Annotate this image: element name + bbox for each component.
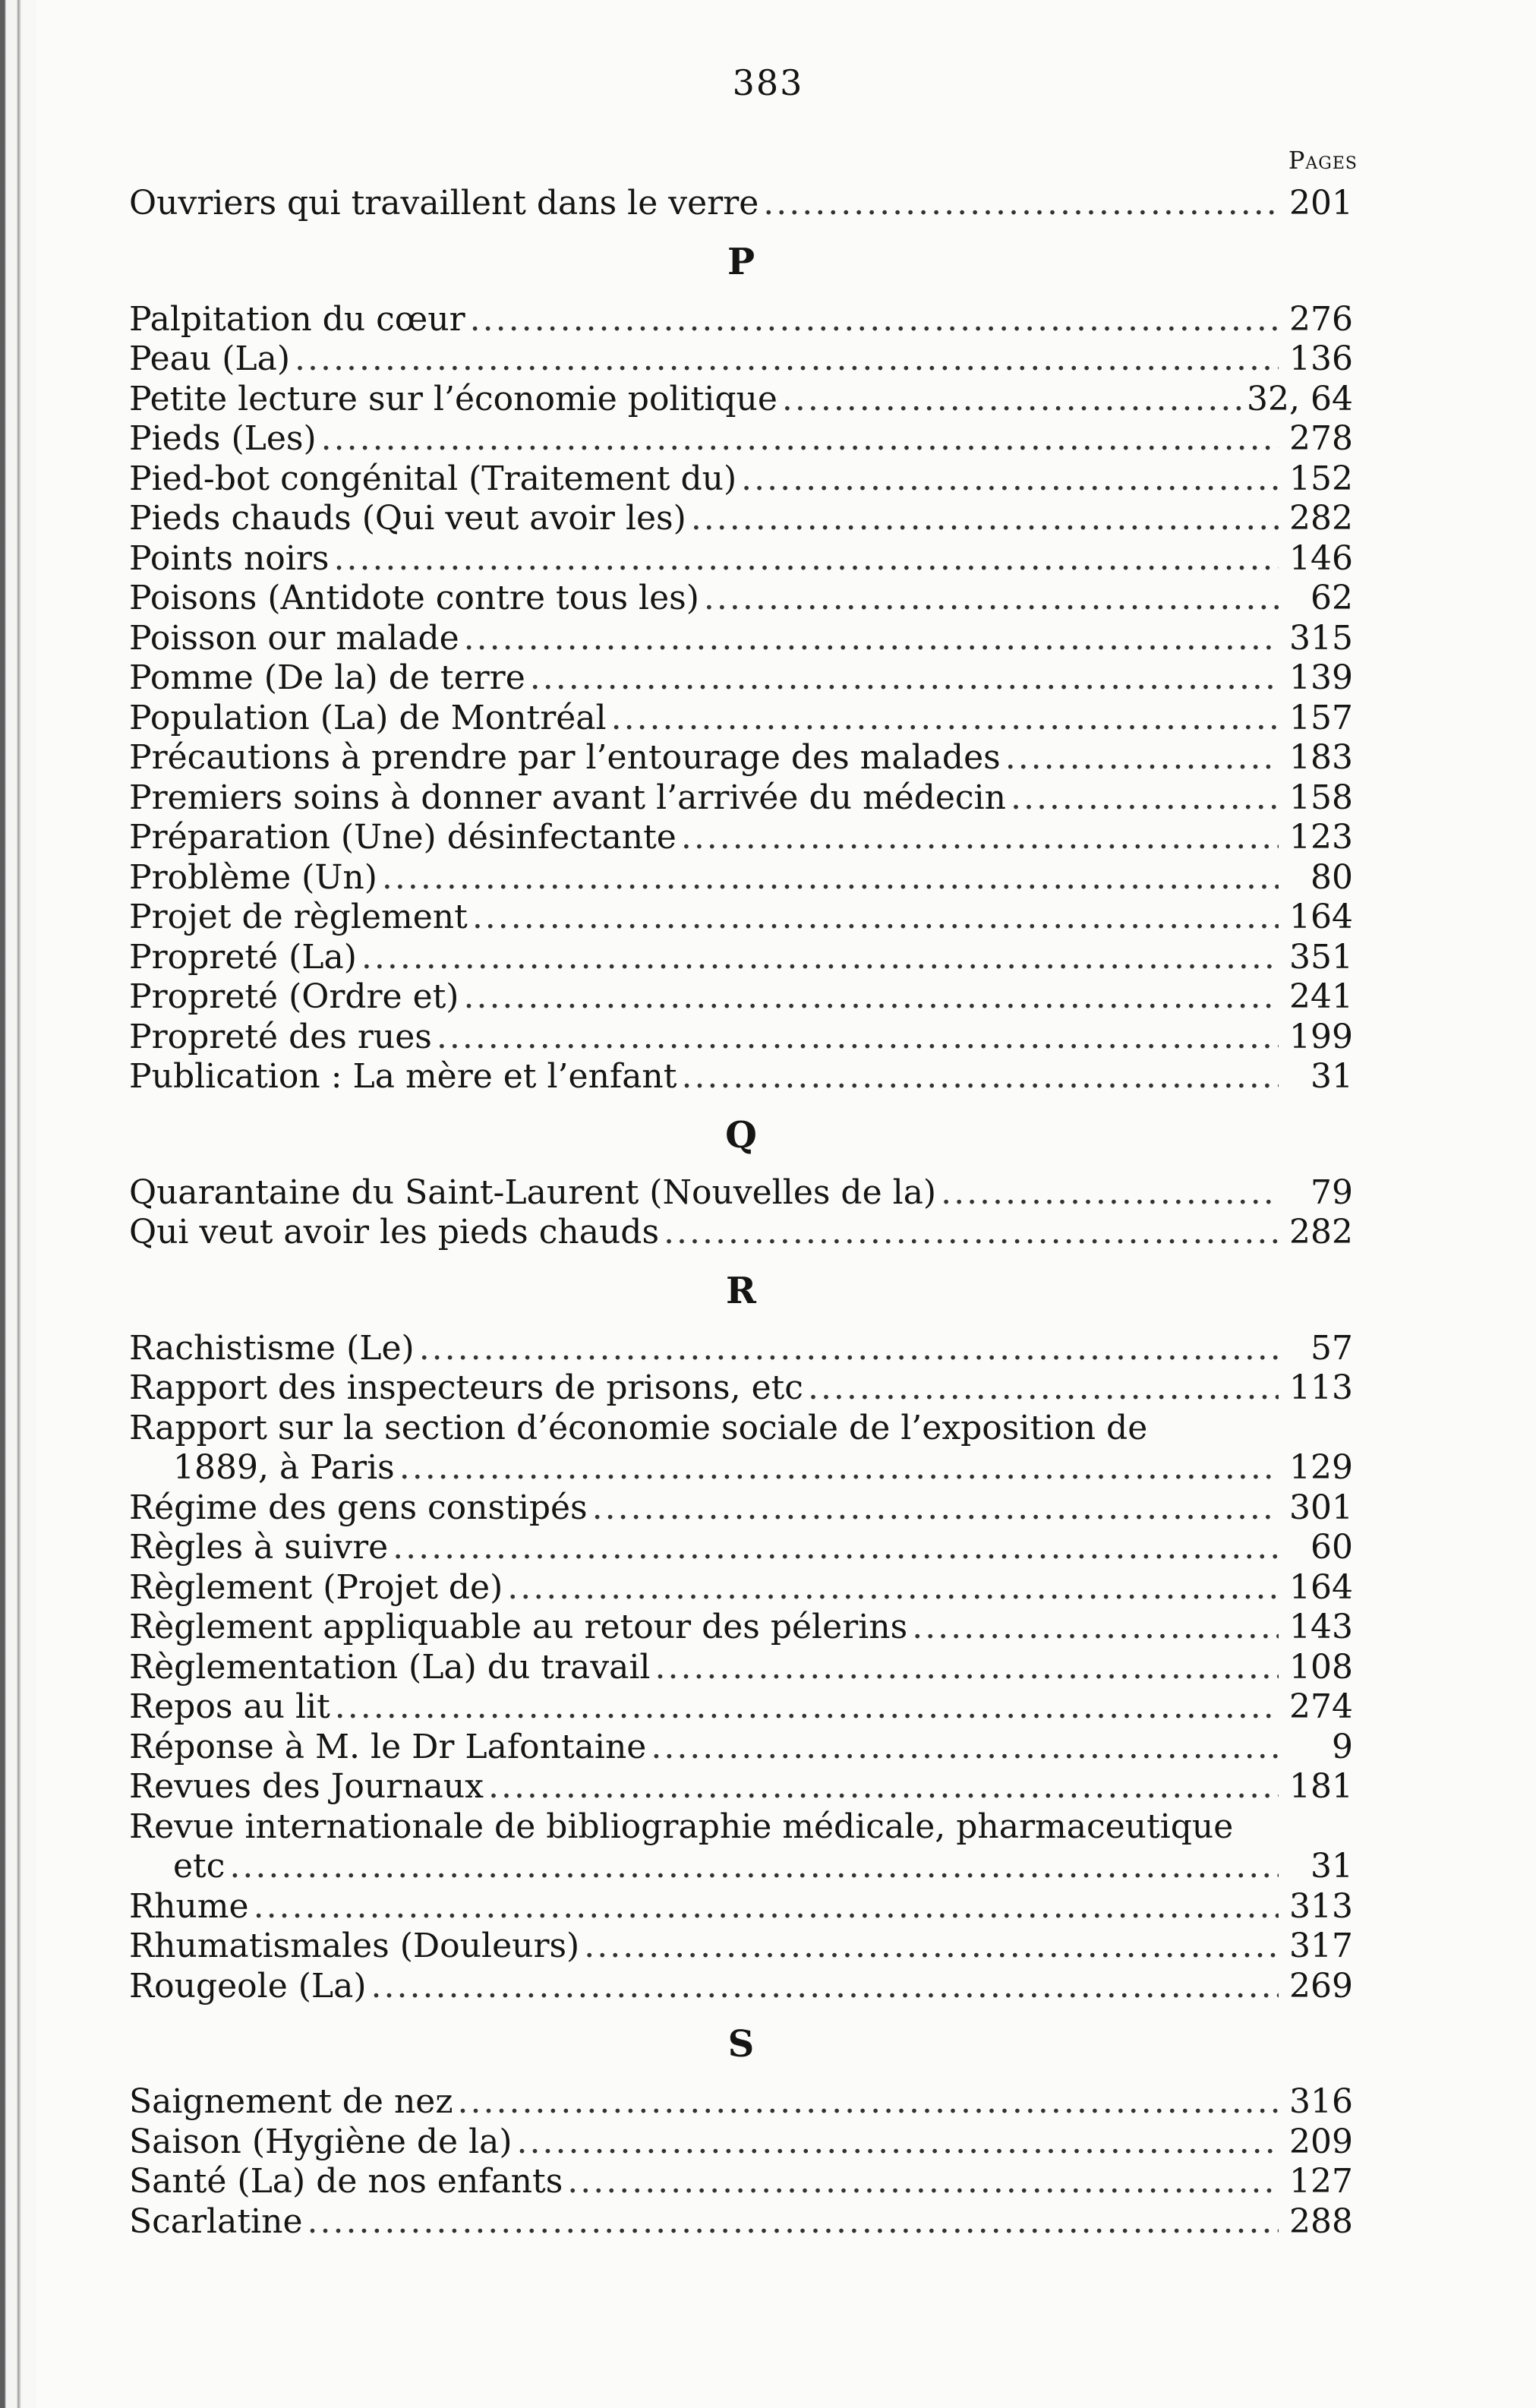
entry-page-number: 282	[1289, 1213, 1353, 1251]
dot-leader	[567, 2162, 1279, 2202]
index-entry	[129, 977, 1353, 1018]
entry-title: Poisons (Antidote contre tous les)	[129, 579, 699, 617]
index-entry	[129, 1528, 1353, 1568]
dot-leader	[651, 1728, 1279, 1768]
dot-leader	[704, 579, 1279, 619]
dot-leader	[691, 499, 1279, 539]
entry-title: Rapport sur la section d’économie sociale de l’exposition de	[129, 1408, 1148, 1447]
index-list	[129, 184, 1353, 2242]
entry-title: Quarantaine du Saint-Laurent (Nouvelles de la)	[129, 1172, 937, 1212]
entry-title: Pomme (De la) de terre	[129, 658, 525, 697]
index-entry	[129, 1568, 1353, 1608]
entry-title: Propreté (La)	[129, 937, 357, 977]
dot-leader	[371, 1967, 1279, 2007]
dot-leader	[419, 1329, 1279, 1369]
pages-column-label: Pages	[1288, 146, 1358, 175]
entry-title-continuation: etc	[173, 1847, 226, 1886]
dot-leader	[681, 818, 1279, 858]
index-entry	[129, 300, 1353, 340]
index-entry	[129, 1488, 1353, 1529]
index-entry	[129, 1608, 1353, 1648]
entry-page-number: 288	[1289, 2201, 1353, 2241]
dot-leader	[611, 699, 1279, 739]
index-entry	[129, 1967, 1353, 2007]
dot-leader	[463, 977, 1279, 1018]
dot-leader	[507, 1568, 1279, 1608]
entry-page-number: 317	[1289, 1927, 1353, 1965]
index-entry	[129, 1329, 1353, 1369]
entry-title: Pieds (Les)	[129, 419, 317, 458]
entry-title: Revues des Journaux	[129, 1767, 484, 1806]
index-entry	[129, 1213, 1353, 1253]
index-entry	[129, 459, 1353, 500]
index-entry	[129, 619, 1353, 659]
entry-page-number: 276	[1289, 299, 1353, 339]
entry-page-number: 241	[1289, 977, 1353, 1016]
index-entry	[129, 2202, 1353, 2242]
entry-page-number: 164	[1289, 1567, 1353, 1607]
index-entry	[129, 1927, 1353, 1967]
entry-page-number: 9	[1332, 1727, 1353, 1766]
index-entry	[129, 1887, 1353, 1927]
dot-leader	[763, 184, 1279, 224]
entry-title: Projet de règlement	[129, 898, 468, 936]
entry-page-number: 315	[1289, 618, 1353, 658]
dot-leader	[229, 1847, 1279, 1887]
entry-title: Rhumatismales (Douleurs)	[129, 1927, 580, 1965]
entry-page-number: 181	[1289, 1767, 1353, 1806]
entry-page-number: 164	[1289, 898, 1353, 936]
entry-page-number: 201	[1289, 184, 1353, 222]
dot-leader	[681, 1057, 1279, 1097]
entry-title: Rapport des inspecteurs de prisons, etc	[129, 1368, 803, 1407]
index-entry	[129, 858, 1353, 898]
entry-title: Propreté des rues	[129, 1017, 432, 1056]
entry-title: Règlement (Projet de)	[129, 1567, 503, 1607]
entry-page-number: 127	[1289, 2162, 1353, 2201]
section-letter: R	[726, 1269, 756, 1312]
dot-leader	[437, 1018, 1279, 1058]
dot-leader	[393, 1528, 1279, 1568]
entry-title: Saison (Hygiène de la)	[129, 2122, 513, 2161]
entry-page-number: 136	[1289, 339, 1353, 378]
entry-title: Pieds chauds (Qui veut avoir les)	[129, 499, 686, 538]
entry-page-number: 62	[1310, 579, 1353, 617]
entry-title: Points noirs	[129, 538, 330, 578]
index-entry	[129, 1767, 1353, 1807]
index-entry	[129, 1807, 1353, 1887]
dot-leader	[592, 1488, 1279, 1529]
index-entry	[129, 1687, 1353, 1728]
entry-title: Règles à suivre	[129, 1528, 389, 1567]
index-entry	[129, 658, 1353, 699]
index-entry	[129, 499, 1353, 539]
entry-page-number: 123	[1289, 818, 1353, 857]
entry-title: Rougeole (La)	[129, 1966, 367, 2006]
entry-title: Palpitation du cœur	[129, 299, 465, 339]
section-letter: P	[727, 240, 755, 283]
dot-leader	[382, 858, 1279, 898]
index-entry	[129, 1648, 1353, 1688]
dot-leader	[399, 1448, 1279, 1488]
entry-title: Précautions à prendre par l’entourage des malades	[129, 738, 1001, 777]
entry-page-number: 139	[1289, 658, 1353, 697]
section-letter: Q	[725, 1113, 757, 1157]
entry-page-number: 32, 64	[1247, 379, 1353, 418]
index-entry	[129, 1409, 1353, 1488]
entry-page-number: 183	[1289, 738, 1353, 777]
entry-title: Règlementation (La) du travail	[129, 1647, 651, 1687]
entry-page-number: 278	[1289, 419, 1353, 458]
entry-page-number: 129	[1289, 1448, 1353, 1487]
entry-page-number: 274	[1289, 1687, 1353, 1726]
entry-title: Peau (La)	[129, 339, 291, 378]
index-entry	[129, 898, 1353, 938]
entry-title: Problème (Un)	[129, 857, 377, 897]
entry-title: Réponse à M. le Dr Lafontaine	[129, 1727, 647, 1766]
entry-title: Revue internationale de bibliographie médicale, pharmaceutique	[129, 1807, 1234, 1846]
entry-page-number: 209	[1289, 2122, 1353, 2161]
dot-leader	[1011, 778, 1279, 819]
entry-page-number: 316	[1289, 2082, 1353, 2121]
entry-title: Rachistisme (Le)	[129, 1328, 415, 1368]
page-number: 383	[732, 62, 804, 103]
index-entry	[129, 1368, 1353, 1409]
index-entry	[129, 699, 1353, 739]
index-entry	[129, 738, 1353, 778]
dot-leader	[470, 300, 1279, 340]
dot-leader	[654, 1648, 1279, 1688]
index-entry	[129, 419, 1353, 459]
dot-leader	[1005, 738, 1279, 778]
section-letter: S	[727, 2023, 755, 2066]
dot-leader	[808, 1368, 1279, 1409]
entry-page-number: 143	[1289, 1608, 1353, 1646]
dot-leader	[741, 459, 1279, 500]
dot-leader	[458, 2082, 1279, 2122]
entry-page-number: 152	[1289, 459, 1353, 498]
entry-page-number: 80	[1310, 857, 1353, 897]
entry-title: Scarlatine	[129, 2201, 303, 2241]
dot-leader	[308, 2202, 1279, 2242]
entry-page-number: 158	[1289, 778, 1353, 817]
entry-page-number: 31	[1310, 1057, 1353, 1096]
index-entry	[129, 539, 1353, 579]
index-entry	[129, 2122, 1353, 2163]
index-entry	[129, 2082, 1353, 2122]
index-entry	[129, 818, 1353, 858]
index-entry	[129, 938, 1353, 978]
entry-page-number: 79	[1310, 1172, 1353, 1212]
dot-leader	[782, 380, 1242, 420]
dot-leader	[517, 2122, 1279, 2163]
entry-title: Préparation (Une) désinfectante	[129, 818, 677, 857]
dot-leader	[333, 539, 1279, 579]
dot-leader	[361, 938, 1279, 978]
entry-title: Petite lecture sur l’économie politique	[129, 379, 777, 418]
dot-leader	[664, 1213, 1279, 1253]
dot-leader	[488, 1767, 1279, 1807]
entry-page-number: 113	[1289, 1368, 1353, 1407]
entry-title: Rhume	[129, 1886, 249, 1926]
entry-page-number: 282	[1289, 499, 1353, 538]
dot-leader	[472, 898, 1279, 938]
index-entry	[129, 579, 1353, 619]
dot-leader	[335, 1687, 1279, 1728]
entry-page-number: 269	[1289, 1966, 1353, 2006]
dot-leader	[321, 419, 1279, 459]
dot-leader	[912, 1608, 1279, 1648]
index-entry	[129, 778, 1353, 819]
index-entry	[129, 380, 1353, 420]
entry-page-number: 60	[1310, 1528, 1353, 1567]
index-entry	[129, 339, 1353, 380]
entry-page-number: 301	[1289, 1488, 1353, 1527]
entry-page-number: 157	[1289, 698, 1353, 737]
dot-leader	[295, 339, 1279, 380]
index-entry	[129, 184, 1353, 224]
entry-title: Publication : La mère et l’enfant	[129, 1057, 677, 1096]
entry-title: Qui veut avoir les pieds chauds	[129, 1213, 660, 1251]
entry-title: Ouvriers qui travaillent dans le verre	[129, 184, 759, 222]
entry-title: Règlement appliquable au retour des pélerins	[129, 1608, 908, 1646]
entry-title: Santé (La) de nos enfants	[129, 2162, 563, 2201]
entry-title: Propreté (Ordre et)	[129, 977, 459, 1016]
index-entry	[129, 1018, 1353, 1058]
index-entry	[129, 2162, 1353, 2202]
page-binding-edge	[0, 0, 36, 2408]
dot-leader	[530, 658, 1279, 699]
dot-leader	[584, 1927, 1279, 1967]
dot-leader	[254, 1887, 1279, 1927]
entry-page-number: 199	[1289, 1017, 1353, 1056]
entry-page-number: 108	[1289, 1647, 1353, 1687]
entry-page-number: 57	[1310, 1328, 1353, 1368]
entry-title: Poisson our malade	[129, 618, 459, 658]
index-entry	[129, 1728, 1353, 1768]
entry-title: Premiers soins à donner avant l’arrivée du médecin	[129, 778, 1006, 817]
entry-title: Pied-bot congénital (Traitement du)	[129, 459, 737, 498]
entry-title: Régime des gens constipés	[129, 1488, 588, 1527]
entry-page-number: 31	[1310, 1847, 1353, 1886]
index-entry	[129, 1173, 1353, 1213]
entry-title: Saignement de nez	[129, 2082, 453, 2121]
dot-leader	[941, 1173, 1279, 1213]
entry-page-number: 146	[1289, 538, 1353, 578]
index-entry	[129, 1057, 1353, 1097]
dot-leader	[464, 619, 1279, 659]
entry-title: Population (La) de Montréal	[129, 698, 607, 737]
entry-page-number: 313	[1289, 1886, 1353, 1926]
entry-title: Repos au lit	[129, 1687, 330, 1726]
entry-title-continuation: 1889, à Paris	[173, 1448, 395, 1487]
entry-page-number: 351	[1289, 937, 1353, 977]
